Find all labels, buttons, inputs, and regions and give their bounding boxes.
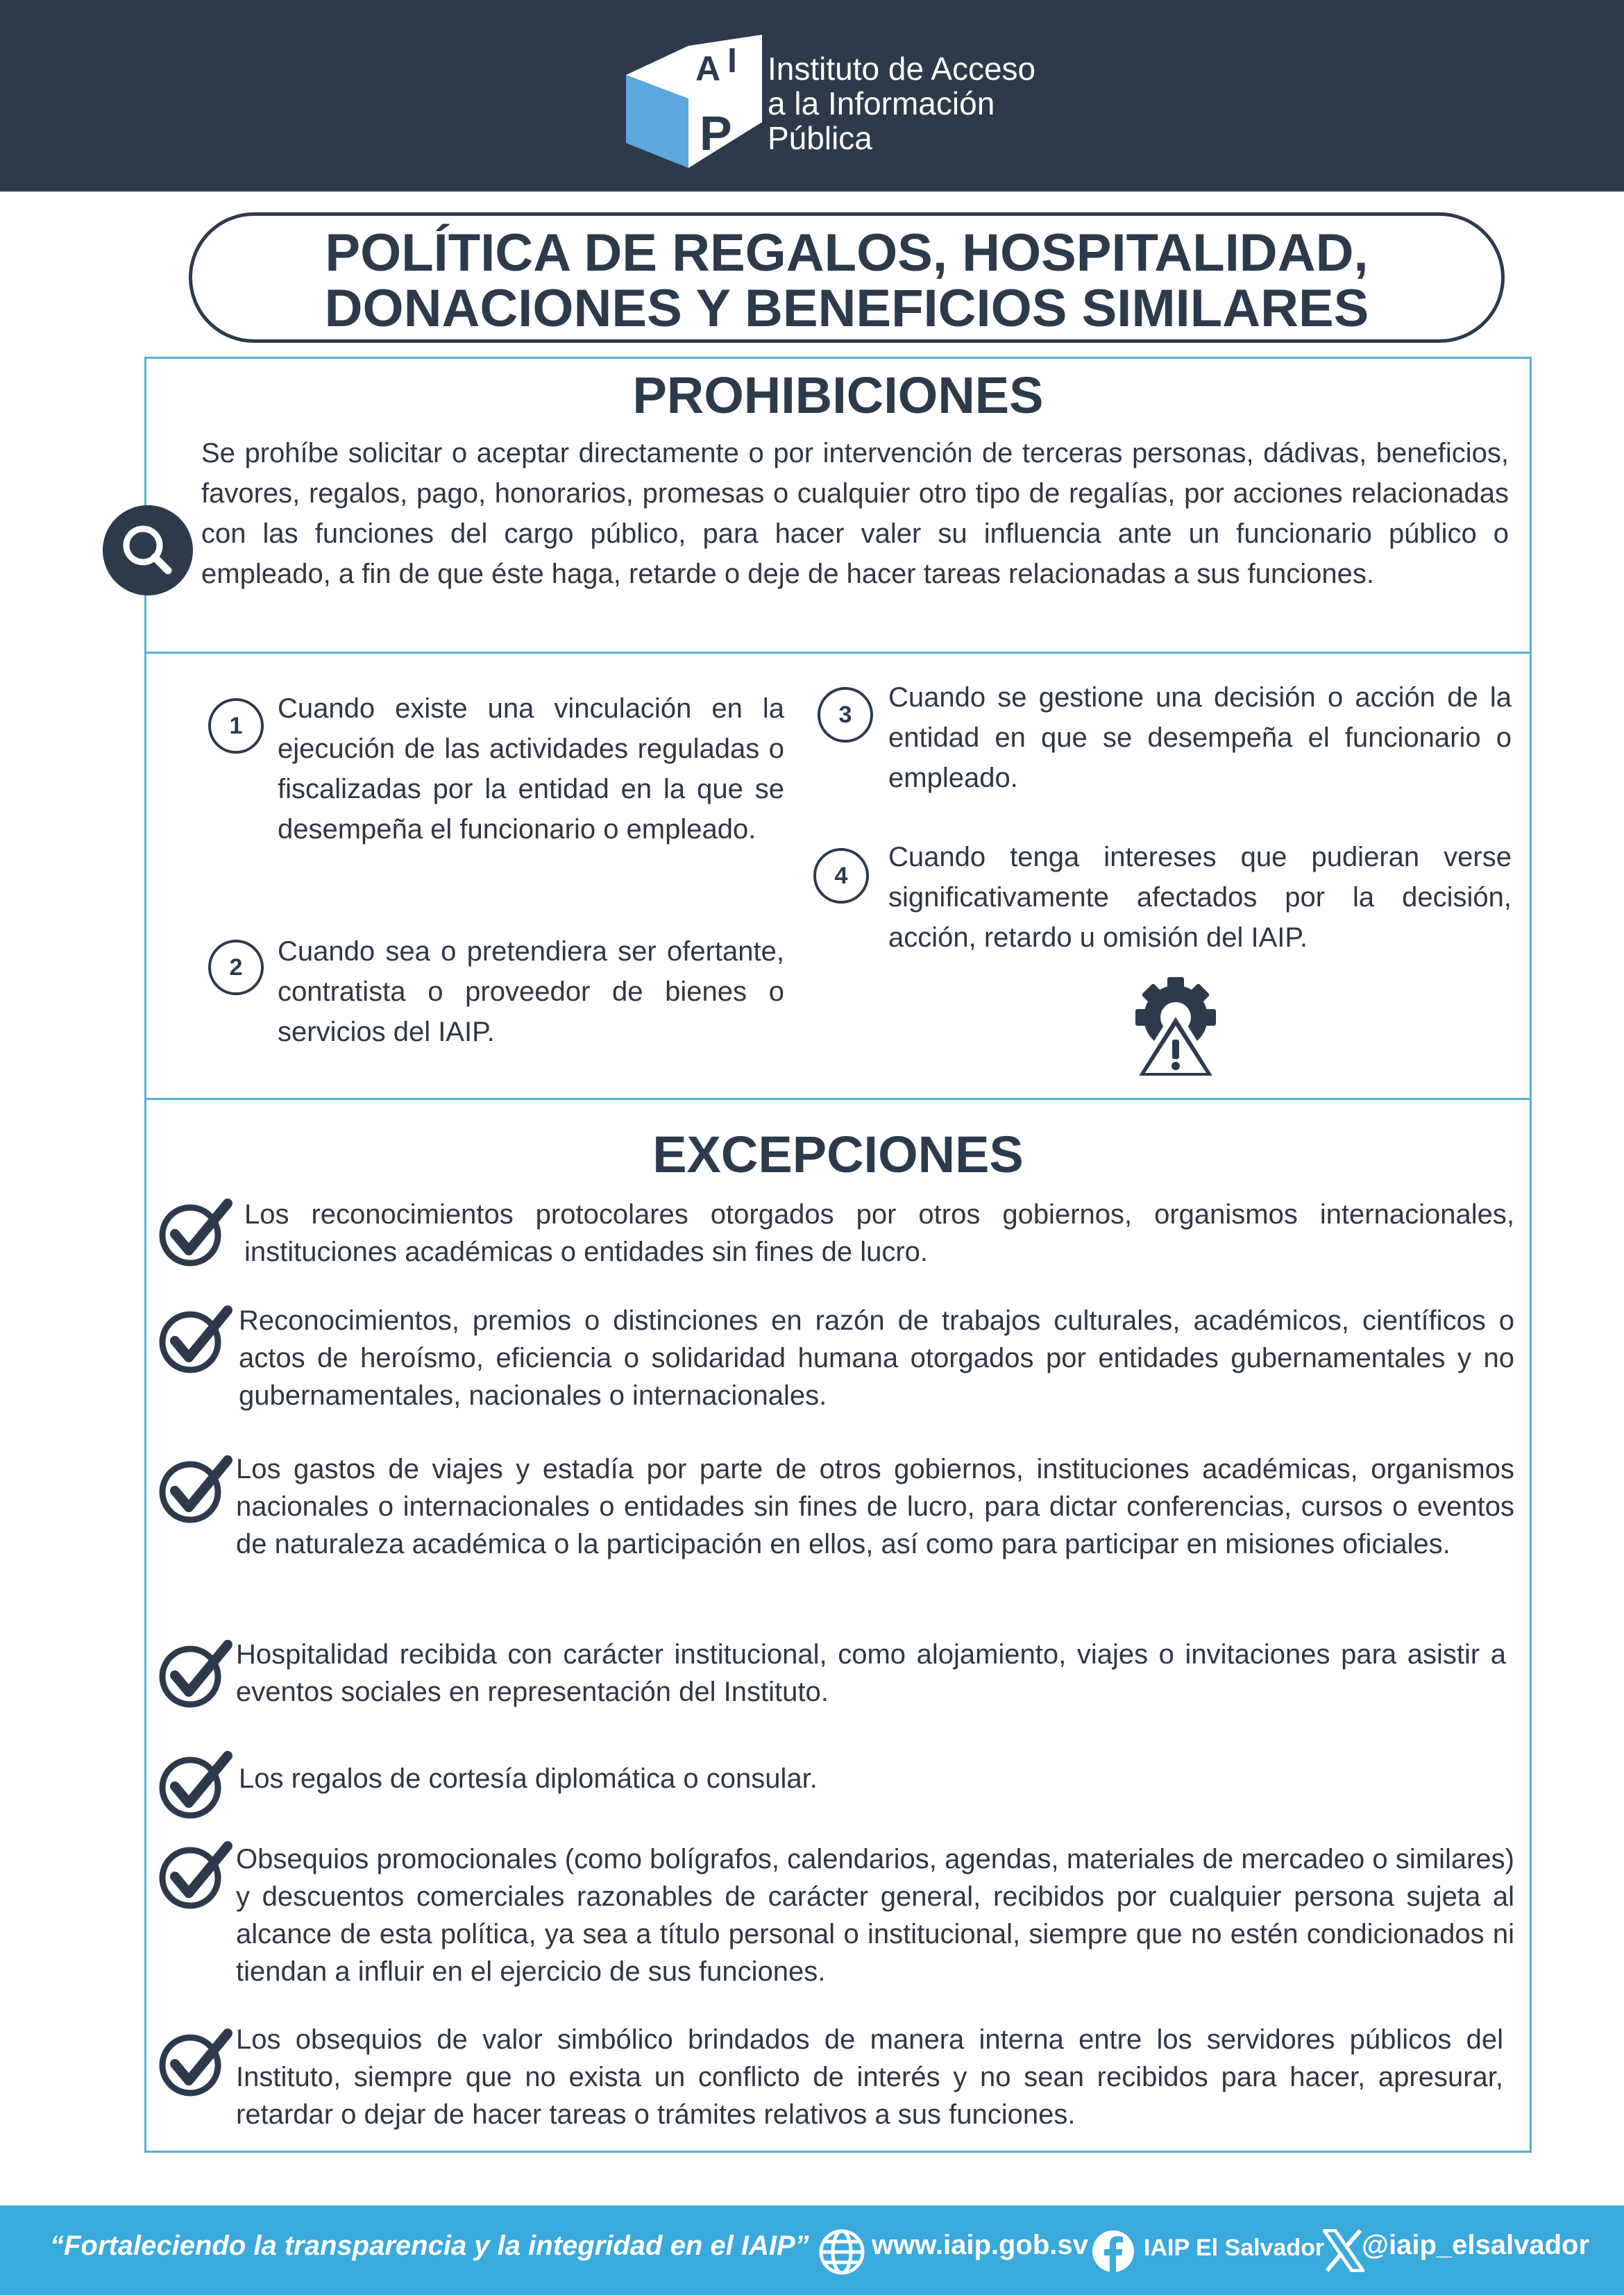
excepcion-item-3: Los gastos de viajes y estadía por parte de otros gobiernos, instituciones académicas, organismos nacionales o internacionales o entidades sin fines de lucro, para dictar conferencias, cursos o eventos de naturaleza académica o la participación en ellos, así como para participar en misiones oficiales. (236, 1454, 1514, 1559)
item-number-3: 3 (818, 687, 873, 743)
excepcion-item-7: Los obsequios de valor simbólico brindados de manera interna entre los servidores públicos del Instituto, siempre que no exista un conflicto de interés y no sean recibidos para hacer, apresurar, retardar o dejar de hacer tareas o trámites relativos a sus funciones. (236, 2024, 1503, 2130)
x-twitter-icon (1323, 2229, 1364, 2272)
svg-text:A: A (695, 49, 721, 88)
excepciones-heading: EXCEPCIONES (652, 1126, 1024, 1183)
excepcion-item-4: Hospitalidad recibida con carácter institucional, como alojamiento, viajes o invitaciones para asistir a eventos sociales en representación del Instituto. (236, 1639, 1506, 1707)
prohibiciones-heading: PROHIBICIONES (632, 366, 1044, 424)
twitter-link[interactable]: @iaip_elsalvador (1362, 2230, 1590, 2260)
prohibicion-item-4: Cuando tenga intereses que pudieran verse significativamente afectados por la decisión, acción, retardo u omisión del IAIP. (888, 842, 1512, 953)
title-line-1: POLÍTICA DE REGALOS, HOSPITALIDAD, (325, 223, 1369, 282)
title-line-2: DONACIONES Y BENEFICIOS SIMILARES (324, 279, 1369, 338)
facebook-link[interactable]: IAIP El Salvador (1144, 2235, 1325, 2261)
prohibiciones-intro: Se prohíbe solicitar o aceptar directamente o por intervención de terceras personas, dádivas, beneficios, favores, regalos, pago, honorarios, promesas o cualquier otro tipo de regalías, por acciones relacionadas con las funciones del cargo público, para hacer valer su influencia ante un funcionario público o empleado, a fin de que éste haga, retarde o deje de hacer tareas relacionadas a sus funciones. (201, 438, 1509, 589)
logo-line-1: Instituto de Acceso (768, 51, 1036, 87)
logo-wordmark (768, 51, 1035, 155)
search-icon (103, 505, 193, 595)
excepcion-item-5: Los regalos de cortesía diplomática o consular. (239, 1763, 818, 1794)
item-number-1: 1 (208, 698, 264, 754)
prohibicion-item-3: Cuando se gestione una decisión o acción de la entidad en que se desempeña el funcionario o empleado. (888, 682, 1512, 793)
checkmark-icon (157, 1305, 233, 1374)
checkmark-icon (157, 1639, 233, 1709)
checkmark-icon (157, 2028, 233, 2097)
excepcion-item-2: Reconocimientos, premios o distinciones en razón de trabajos culturales, académicos, científicos o actos de heroísmo, eficiencia o solidaridad humana otorgados por entidades gubernamentales y no gubernamentales, nacionales o internacionales. (239, 1305, 1514, 1411)
website-link[interactable]: www.iaip.gob.sv (872, 2230, 1088, 2260)
iaip-logo (623, 32, 769, 171)
facebook-icon (1091, 2229, 1135, 2273)
footer-slogan: “Fortaleciendo la transparencia y la integridad en el IAIP” (50, 2230, 809, 2261)
divider (144, 1098, 1532, 1100)
logo-line-3: Pública (768, 120, 872, 156)
logo-line-2: a la Información (768, 85, 995, 121)
gear-warning-icon (1131, 976, 1220, 1081)
svg-text:P: P (700, 106, 732, 160)
globe-icon (818, 2228, 866, 2276)
checkmark-icon (157, 1750, 233, 1820)
excepcion-item-1: Los reconocimientos protocolares otorgados por otros gobiernos, organismos internacionales, instituciones académicas o entidades sin fines de lucro. (244, 1199, 1514, 1267)
item-number-2: 2 (208, 940, 264, 995)
prohibicion-item-1: Cuando existe una vinculación en la ejecución de las actividades reguladas o fiscalizadas por la entidad en la que se desempeña el funcionario o empleado. (278, 693, 784, 845)
prohibicion-item-2: Cuando sea o pretendiera ser ofertante, contratista o proveedor de bienes o servicios del IAIP. (278, 936, 784, 1047)
svg-text:I: I (727, 41, 737, 80)
item-number-4: 4 (813, 848, 869, 904)
divider (144, 652, 1532, 654)
page-title (189, 212, 1505, 343)
excepcion-item-6: Obsequios promocionales (como bolígrafos, calendarios, agendas, materiales de mercadeo o similares) y descuentos comerciales razonables de carácter general, recibidos por cualquier persona sujeta al alcance de esta política, ya sea a título personal o institucional, siempre que no estén condicionados ni tiendan a influir en el ejercicio de sus funciones. (236, 1844, 1514, 1987)
checkmark-icon (157, 1840, 233, 1910)
checkmark-icon (157, 1455, 233, 1524)
checkmark-icon (157, 1198, 233, 1267)
